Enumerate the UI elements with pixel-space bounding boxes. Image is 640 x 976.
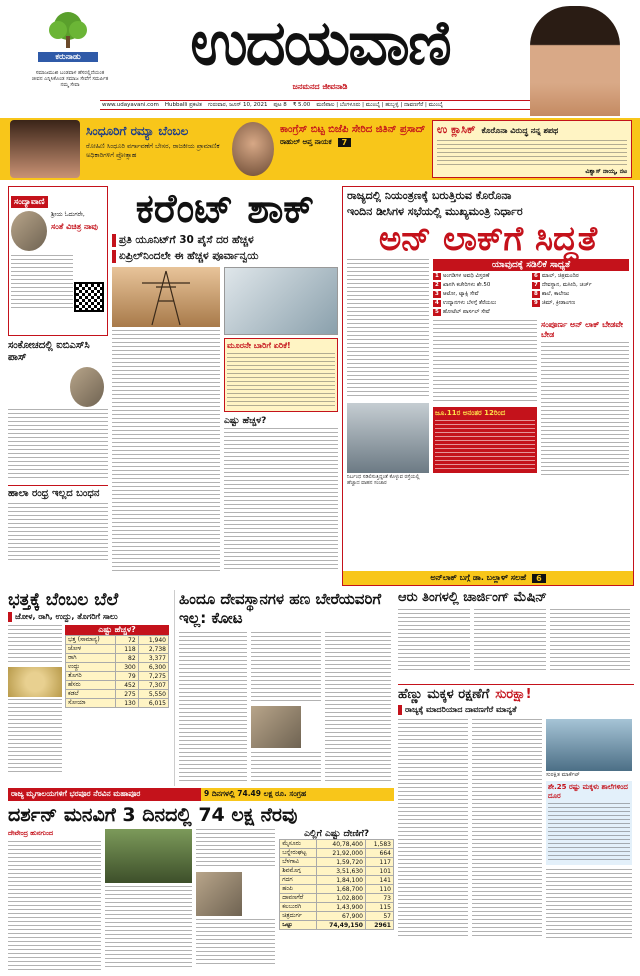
list-num: 2 <box>435 282 439 288</box>
date-note-box <box>433 407 537 473</box>
girls-deck: ರಾಜ್ಯಕ್ಕೆ ಮಾದರಿಯಾದ ದಾವಣಗೆರೆ ಮಾನ್ಯತೆ <box>398 705 634 715</box>
table-cell: 3,51,630 <box>316 867 365 876</box>
table-cell: 21,92,000 <box>316 849 365 858</box>
table-cell: 1,59,720 <box>316 858 365 867</box>
list-text: ಅಂಗಡಿಗಳ ಅವಧಿ ವಿಸ್ತರಣೆ <box>442 273 490 279</box>
qr-code[interactable] <box>74 282 104 312</box>
list-item <box>433 282 530 289</box>
list-item <box>433 300 530 307</box>
girls-headline-red[interactable]: ಸುರಕ್ಷಾ! <box>495 687 532 702</box>
relax-list <box>433 273 629 316</box>
unlock-story <box>342 186 634 586</box>
teaser-jitin-page[interactable]: 7 <box>338 138 352 147</box>
list-text: ಶಾಲೆ, ಕಾಲೇಜು <box>541 291 570 297</box>
sandarshana-box <box>8 186 108 336</box>
unlock-text-col1 <box>347 259 429 399</box>
sandarshana-label: ಸಂದ್ಯಾವಾಣಿ <box>11 196 48 208</box>
table-cell: 141 <box>365 876 393 885</box>
table-row <box>280 912 394 921</box>
sandarshana-photo <box>11 211 47 251</box>
table-cell: 1,84,100 <box>316 876 365 885</box>
unlock-text-col2 <box>433 320 537 404</box>
main-text-col2 <box>224 428 338 570</box>
masthead <box>0 0 640 118</box>
zoo-table <box>279 839 394 930</box>
table-cell: ಗದಗ <box>280 876 317 885</box>
table-cell: 118 <box>116 645 139 654</box>
unlock-kicker2: ಇಂದಿನ ಡೀಸಿಗಳ ಸಭೆಯಲ್ಲಿ ಮುಖ್ಯಮಂತ್ರಿ ನಿರ್ಧಾರ <box>347 205 523 218</box>
main-story <box>112 186 338 576</box>
list-item <box>532 291 629 298</box>
date-note-text <box>435 420 535 470</box>
table-row <box>280 894 394 903</box>
list-num: 7 <box>534 282 538 288</box>
list-text: ಆಟೋ, ಟ್ಯಾಕ್ಸಿ ಸೇವೆ <box>442 291 479 297</box>
table-cell: 452 <box>116 681 139 690</box>
table-cell: ಸೋಯಾ <box>66 699 116 708</box>
info-strip <box>100 100 530 110</box>
table-cell: 101 <box>365 867 393 876</box>
teaser-classic-sub: ಕೊರೊನಾ ವಿರುದ್ಧ ನನ್ನ ಶಪಥ <box>481 126 559 135</box>
girls-text-col2 <box>472 719 542 939</box>
left-item2-text <box>8 503 108 563</box>
grain-photo <box>8 667 62 697</box>
table-row <box>66 663 169 672</box>
left-column <box>8 186 108 576</box>
list-item <box>433 291 530 298</box>
teaser-classic-byline: ವಿಶ್ವಾಸ್ ನಾಯ್ಕ, ನಟ <box>585 168 627 175</box>
table-cell: 115 <box>365 903 393 912</box>
tree-icon <box>38 10 98 50</box>
table-row <box>280 849 394 858</box>
msp-headline[interactable]: ಭತ್ತಕ್ಕೆ ಬೆಂಬಲ ಬೆಲೆ <box>8 590 119 610</box>
charging-story <box>398 590 634 680</box>
charging-text-col3 <box>550 609 630 673</box>
list-text: ಜಿಮ್, ಕ್ರೀಡಾಂಗಣ <box>541 300 576 306</box>
left-item1-title[interactable]: ಸಂಕೋಚದಲ್ಲಿ ಐಬಿಎಸ್‌ಸಿ ಪಾಸ್ <box>8 340 90 363</box>
meter-photo <box>224 267 338 335</box>
darshan-photo <box>196 872 242 916</box>
list-item <box>532 300 629 307</box>
girls-text-col3 <box>546 869 632 939</box>
table-row <box>66 690 169 699</box>
list-num: 9 <box>534 300 538 306</box>
list-num: 6 <box>534 273 538 279</box>
table-cell: ಬನ್ನೇರುಘಟ್ಟ <box>280 849 317 858</box>
charging-text-col2 <box>474 609 546 673</box>
left-motto: ಸಮಾಜಮುಖಿ ಬಂಡವಾಳ ಹೆಸರಲ್ಲಿದೆಯಂತ ಜೀವನ ಎನ್ನಿಸಿಕೊಂಡ ಸಮಾಜ ಸೇವೆಗೆ ಸಮರ್ಪಿತ ನಮ್ಮ ಸೇವಾ <box>31 70 109 88</box>
teaser-ramya-text: ರೋಹಿಣಿ ಸಿಂಧೂರಿ ವರ್ಗಾವಣೆಗೆ ಬೇಸರ, ರಾಜಕೀಯ ಪ್ರಾಮಾಣಿಕ ಅಧಿಕಾರಿಗಳಿಗೆ ಪ್ರೋತ್ಸಾಹ <box>86 142 220 159</box>
price: ₹ 5.00 <box>292 102 311 108</box>
table-row <box>280 858 394 867</box>
table-row <box>280 867 394 876</box>
table-cell: 74,49,150 <box>316 921 365 930</box>
table-cell: 82 <box>116 654 139 663</box>
table-row <box>280 876 394 885</box>
teaser-classic-title: ಉ ಕ್ಲಾಸಿಕ್ <box>437 123 476 136</box>
teaser-classic-text <box>437 140 627 168</box>
teaser-jitin-title: ಕಾಂಗ್ರೆಸ್ ಬಿಟ್ಟ ಬಿಜೆಪಿ ಸೇರಿದ ಜಿತಿನ್ ಪ್ರಸಾದ್ <box>280 124 426 135</box>
table-cell: 2961 <box>365 921 393 930</box>
table-cell: 3,377 <box>138 654 168 663</box>
table-row <box>280 885 394 894</box>
date: ಗುರುವಾರ, ಜೂನ್ 10, 2021 <box>207 102 268 108</box>
teaser-ramya[interactable] <box>86 124 246 160</box>
left-item1-text <box>8 409 108 481</box>
temple-text-col4 <box>325 632 391 782</box>
page-count: ಪುಟ 8 <box>273 102 287 108</box>
table-cell: 7,307 <box>138 681 168 690</box>
charging-text-col1 <box>398 609 470 673</box>
table-row <box>280 903 394 912</box>
unlock-footer-page: 6 <box>532 574 546 583</box>
msp-table <box>65 635 169 708</box>
table-cell: 664 <box>365 849 393 858</box>
msp-deck: ಜೋಳ, ರಾಗಿ, ಉದ್ದು, ತೊಗರಿಗೆ ಸಾಲು <box>8 612 170 622</box>
table-cell: ಜೋಳ <box>66 645 116 654</box>
table-cell: 130 <box>116 699 139 708</box>
list-item <box>532 273 629 280</box>
zoo-headline[interactable]: ದರ್ಶನ್ ಮನವಿಗೆ 3 ದಿನದಲ್ಲಿ 74 ಲಕ್ಷ ನೆರವು <box>8 804 298 826</box>
list-text: ಹೋಟೆಲ್ ಪಾರ್ಸಲ್ ಸೇವೆ <box>442 309 490 315</box>
full-unlock-box-title: ಸಂಪೂರ್ಣ ಅನ್ ಲಾಕ್ ಬೇಡವೇ ಬೇಡ <box>541 320 624 339</box>
website[interactable]: www.udayavani.com <box>102 102 159 108</box>
main-text-col1 <box>112 330 220 574</box>
zoo-kicker: ರಾಜ್ಯ ಮೃಗಾಲಯಗಳಿಗೆ ಭರಪೂರ ನೆರವಿನ ಮಹಾಪೂರ <box>8 788 201 801</box>
cities: ಮಣಿಪಾಲ | ಬೆಂಗಳೂರು | ಮುಂಬೈ | ಹುಬ್ಬಳ್ಳಿ | ದಾವಣಗೆರೆ | ಮುಂಬೈ <box>316 102 443 108</box>
zoo-byline: ದೇವೇಂದ್ರ ಹುನಗುಂದ <box>8 829 54 837</box>
list-num: 4 <box>435 300 439 306</box>
table-cell: ಮೈಸೂರು <box>280 840 317 849</box>
date-note: ಜೂ.11ರ ಅನಂತರ 12ರಿಂದ <box>435 409 506 417</box>
temple-headline[interactable]: ಹಿಂದೂ ದೇವಸ್ಥಾನಗಳ ಹಣ ಬೇರೆಯವರಿಗೆ ಇಲ್ಲ: ಕೋಟ <box>179 590 382 627</box>
table-cell: 1,02,800 <box>316 894 365 903</box>
girls-text-col1 <box>398 719 468 939</box>
unlock-kicker: ರಾಜ್ಯದಲ್ಲಿ ನಿಯಂತ್ರಣಕ್ಕೆ ಬರುತ್ತಿರುವ ಕೊರೊನಾ <box>347 189 512 202</box>
main-headline[interactable]: ಕರೆಂಟ್ ಶಾಕ್ <box>135 186 315 232</box>
masthead-tagline: ಜನಮನದ ಜೀವನಾಡಿ <box>292 82 348 91</box>
table-cell: ಶಿವಮೊಗ್ಗ <box>280 867 317 876</box>
msp-story <box>8 590 170 786</box>
zoo-text-col3 <box>196 829 275 869</box>
sandarshana-name: ಸಂತೆ ವಿಚಿತ್ರ ನಾವು <box>51 222 98 231</box>
girls-quote-body <box>548 803 630 863</box>
table-cell: 110 <box>365 885 393 894</box>
charging-headline[interactable]: ಆರು ತಿಂಗಳಲ್ಲಿ ಚಾರ್ಜಿಂಗ್ ಮೆಷಿನ್ <box>398 590 547 605</box>
table-cell: 300 <box>116 663 139 672</box>
zoo-story <box>8 788 394 974</box>
table-cell: 5,550 <box>138 690 168 699</box>
table-cell: ಒಟ್ಟು <box>280 921 317 930</box>
table-cell: 6,300 <box>138 663 168 672</box>
table-cell: ಉದ್ದು <box>66 663 116 672</box>
table-row <box>66 636 169 645</box>
table-cell: 117 <box>365 858 393 867</box>
sandarshana-text <box>11 255 73 311</box>
girls-quote <box>546 781 632 865</box>
list-item <box>433 309 530 316</box>
masthead-logo: ಉದಯವಾಣಿ <box>190 6 450 79</box>
table-cell: ದಾವಣಗೆರೆ <box>280 894 317 903</box>
teaser-jitin[interactable] <box>280 124 430 147</box>
table-row <box>66 645 169 654</box>
table-cell: ಭತ್ತ (ಸಾಮಾನ್ಯ) <box>66 636 116 645</box>
kota-photo <box>251 706 301 748</box>
msp-text2 <box>8 699 62 775</box>
teaser-classic[interactable] <box>432 120 632 178</box>
temple-text-col3 <box>251 752 321 782</box>
table-cell: 1,68,700 <box>316 885 365 894</box>
table-cell: ಕಡಲೆ <box>66 690 116 699</box>
left-item1-photo <box>70 367 104 407</box>
teaser-ramya-title: ಸಿಂಧೂರಿಗೆ ರಮ್ಯಾ ಬೆಂಬಲ <box>86 124 189 138</box>
list-text: ಖಾಸಗಿ ಕಚೇರಿಗಳು ಶೇ.50 <box>442 282 491 288</box>
pylon-photo <box>112 267 220 327</box>
jitin-photo <box>232 122 274 176</box>
karunadu-label: ಕರುನಾಡು <box>38 52 98 62</box>
teaser-bar <box>0 118 640 180</box>
table-cell: 57 <box>365 912 393 921</box>
zoo-text-col1 <box>8 841 101 971</box>
table-cell: ಕಲಬುರಗಿ <box>280 903 317 912</box>
table-cell: 275 <box>116 690 139 699</box>
list-text: ದೇವಸ್ಥಾನ, ಮಸೀದಿ, ಚರ್ಚ್ <box>541 282 592 288</box>
table-cell: 1,940 <box>138 636 168 645</box>
girls-photo <box>546 719 632 771</box>
table-cell: 7,275 <box>138 672 168 681</box>
table-cell: 40,78,400 <box>316 840 365 849</box>
list-num: 3 <box>435 291 439 297</box>
table-cell: 72 <box>116 636 139 645</box>
model-photo <box>530 6 620 116</box>
msp-text <box>8 625 62 665</box>
list-text: ಉದ್ಯಾನಗಳು ಬೆಳಗ್ಗೆ ತೆರೆಯಲು <box>442 300 497 306</box>
unlock-headline[interactable]: ಅನ್ ಲಾಕ್‌ಗೆ ಸಿದ್ಧತೆ <box>378 219 598 259</box>
table-row <box>66 699 169 708</box>
table-cell: 6,015 <box>138 699 168 708</box>
table-row <box>66 654 169 663</box>
temple-text-col1 <box>179 632 247 782</box>
traffic-caption: ನಿರ್ಬಂಧ ಸಡಿಲಿಸುತ್ತಿದ್ದಂತೆ ಕೊಳ್ಳುವ ರಸ್ತೆಯಲ್ಲಿ ಹೆಚ್ಚಾದ ವಾಹನ ಸಂಚಾರ <box>347 474 420 486</box>
table-cell: 1,43,900 <box>316 903 365 912</box>
ramya-photo <box>10 120 80 178</box>
list-text: ಮಾಲ್, ಚಿತ್ರಮಂದಿರ <box>541 273 579 279</box>
table-cell: 1,583 <box>365 840 393 849</box>
zoo-text-col4 <box>196 919 275 967</box>
table-row <box>280 921 394 930</box>
sandarshana-caption: ಶ್ರೀಯ ಓದುಗರೇ, <box>51 211 85 218</box>
table-cell: ಹಂಪಿ <box>280 885 317 894</box>
girls-headline[interactable]: ಹೆಣ್ಣು ಮಕ್ಕಳ ರಕ್ಷಣೆಗೆ <box>398 687 490 702</box>
left-item2-title[interactable]: ಹಾಲಾ ರಂಧ್ರ ಇಲ್ಲದ ಬಂಧನ <box>8 485 108 500</box>
table-cell: ತೊಗರಿ <box>66 672 116 681</box>
zoo-table-title: ಎಲ್ಲಿಗೆ ಎಷ್ಟು ದೇಣಿಗೆ? <box>304 829 370 839</box>
zoo-photo <box>105 829 192 883</box>
list-num: 8 <box>534 291 538 297</box>
main-subhead: ಎಷ್ಟು ಹೆಚ್ಚಳ? <box>224 416 267 426</box>
table-cell: 79 <box>116 672 139 681</box>
list-item <box>532 282 629 289</box>
main-deck2: ಏಪ್ರಿಲ್‌ನಿಂದಲೇ ಈ ಹೆಚ್ಚಳ ಪೂರ್ವಾನ್ವಯ <box>112 250 338 263</box>
msp-table-title: ಎಷ್ಟು ಹೆಚ್ಚಳ? <box>65 625 169 635</box>
table-cell: ಚಿತ್ರದುರ್ಗ <box>280 912 317 921</box>
table-row <box>280 840 394 849</box>
table-row <box>66 681 169 690</box>
zoo-kicker-bar <box>8 788 394 801</box>
list-num: 1 <box>435 273 439 279</box>
table-cell: 2,738 <box>138 645 168 654</box>
list-num: 5 <box>435 309 439 315</box>
table-cell: ರಾಗಿ <box>66 654 116 663</box>
temple-text-col2 <box>251 632 321 702</box>
edition: Hubballi ಪ್ರಕಟಿತ <box>164 102 202 108</box>
list-item <box>433 273 530 280</box>
unlock-footer-text: ಅನ್‌ಲಾಕ್ ಬಗ್ಗೆ ಡಾ. ಬಲ್ಲಾಳ್ ಸಲಹೆ <box>430 573 527 582</box>
main-deck1: ಪ್ರತಿ ಯೂನಿಟ್‌ಗೆ 30 ಪೈಸೆ ದರ ಹೆಚ್ಚಳ <box>112 234 338 247</box>
table-cell: 67,900 <box>316 912 365 921</box>
karunadu-logo <box>38 10 98 66</box>
girls-photo-caption: ಸುರಕ್ಷಿತ ಮಾರ್ಕೆಟ್ <box>546 772 580 778</box>
table-row <box>66 672 169 681</box>
zoo-kicker-right: 9 ದಿನಗಳಲ್ಲಿ 74.49 ಲಕ್ಷ ರೂ. ಸಂಗ್ರಹ <box>201 788 394 801</box>
hike-box-title: ಮೂರನೇ ಬಾರಿಗೆ ಏರಿಕೆ! <box>227 341 291 350</box>
pylon-icon <box>112 267 220 327</box>
full-unlock-box-text <box>541 342 629 478</box>
temple-story <box>174 590 392 786</box>
table-cell: 73 <box>365 894 393 903</box>
list-title: ಯಾವುದಕ್ಕೆ ಸಡಿಲಿಕೆ ಸಾಧ್ಯತೆ <box>433 259 629 271</box>
hike-box-text <box>227 353 335 409</box>
table-cell: ಹೆಸರು <box>66 681 116 690</box>
table-cell: ಬೆಳಗಾವಿ <box>280 858 317 867</box>
girls-quote-text: ಶೇ.25 ರಷ್ಟು ಮಕ್ಕಳು ಶಾಲೆಗಳಿಂದ ದೂರ <box>548 783 628 800</box>
teaser-jitin-sub: ರಾಹುಲ್ ಆಪ್ತ ನಾಯಕ <box>280 138 332 146</box>
hike-box <box>224 338 338 412</box>
traffic-photo <box>347 403 429 473</box>
zoo-text-col2 <box>105 886 192 968</box>
unlock-footer[interactable] <box>343 571 633 585</box>
girls-story <box>398 684 634 974</box>
